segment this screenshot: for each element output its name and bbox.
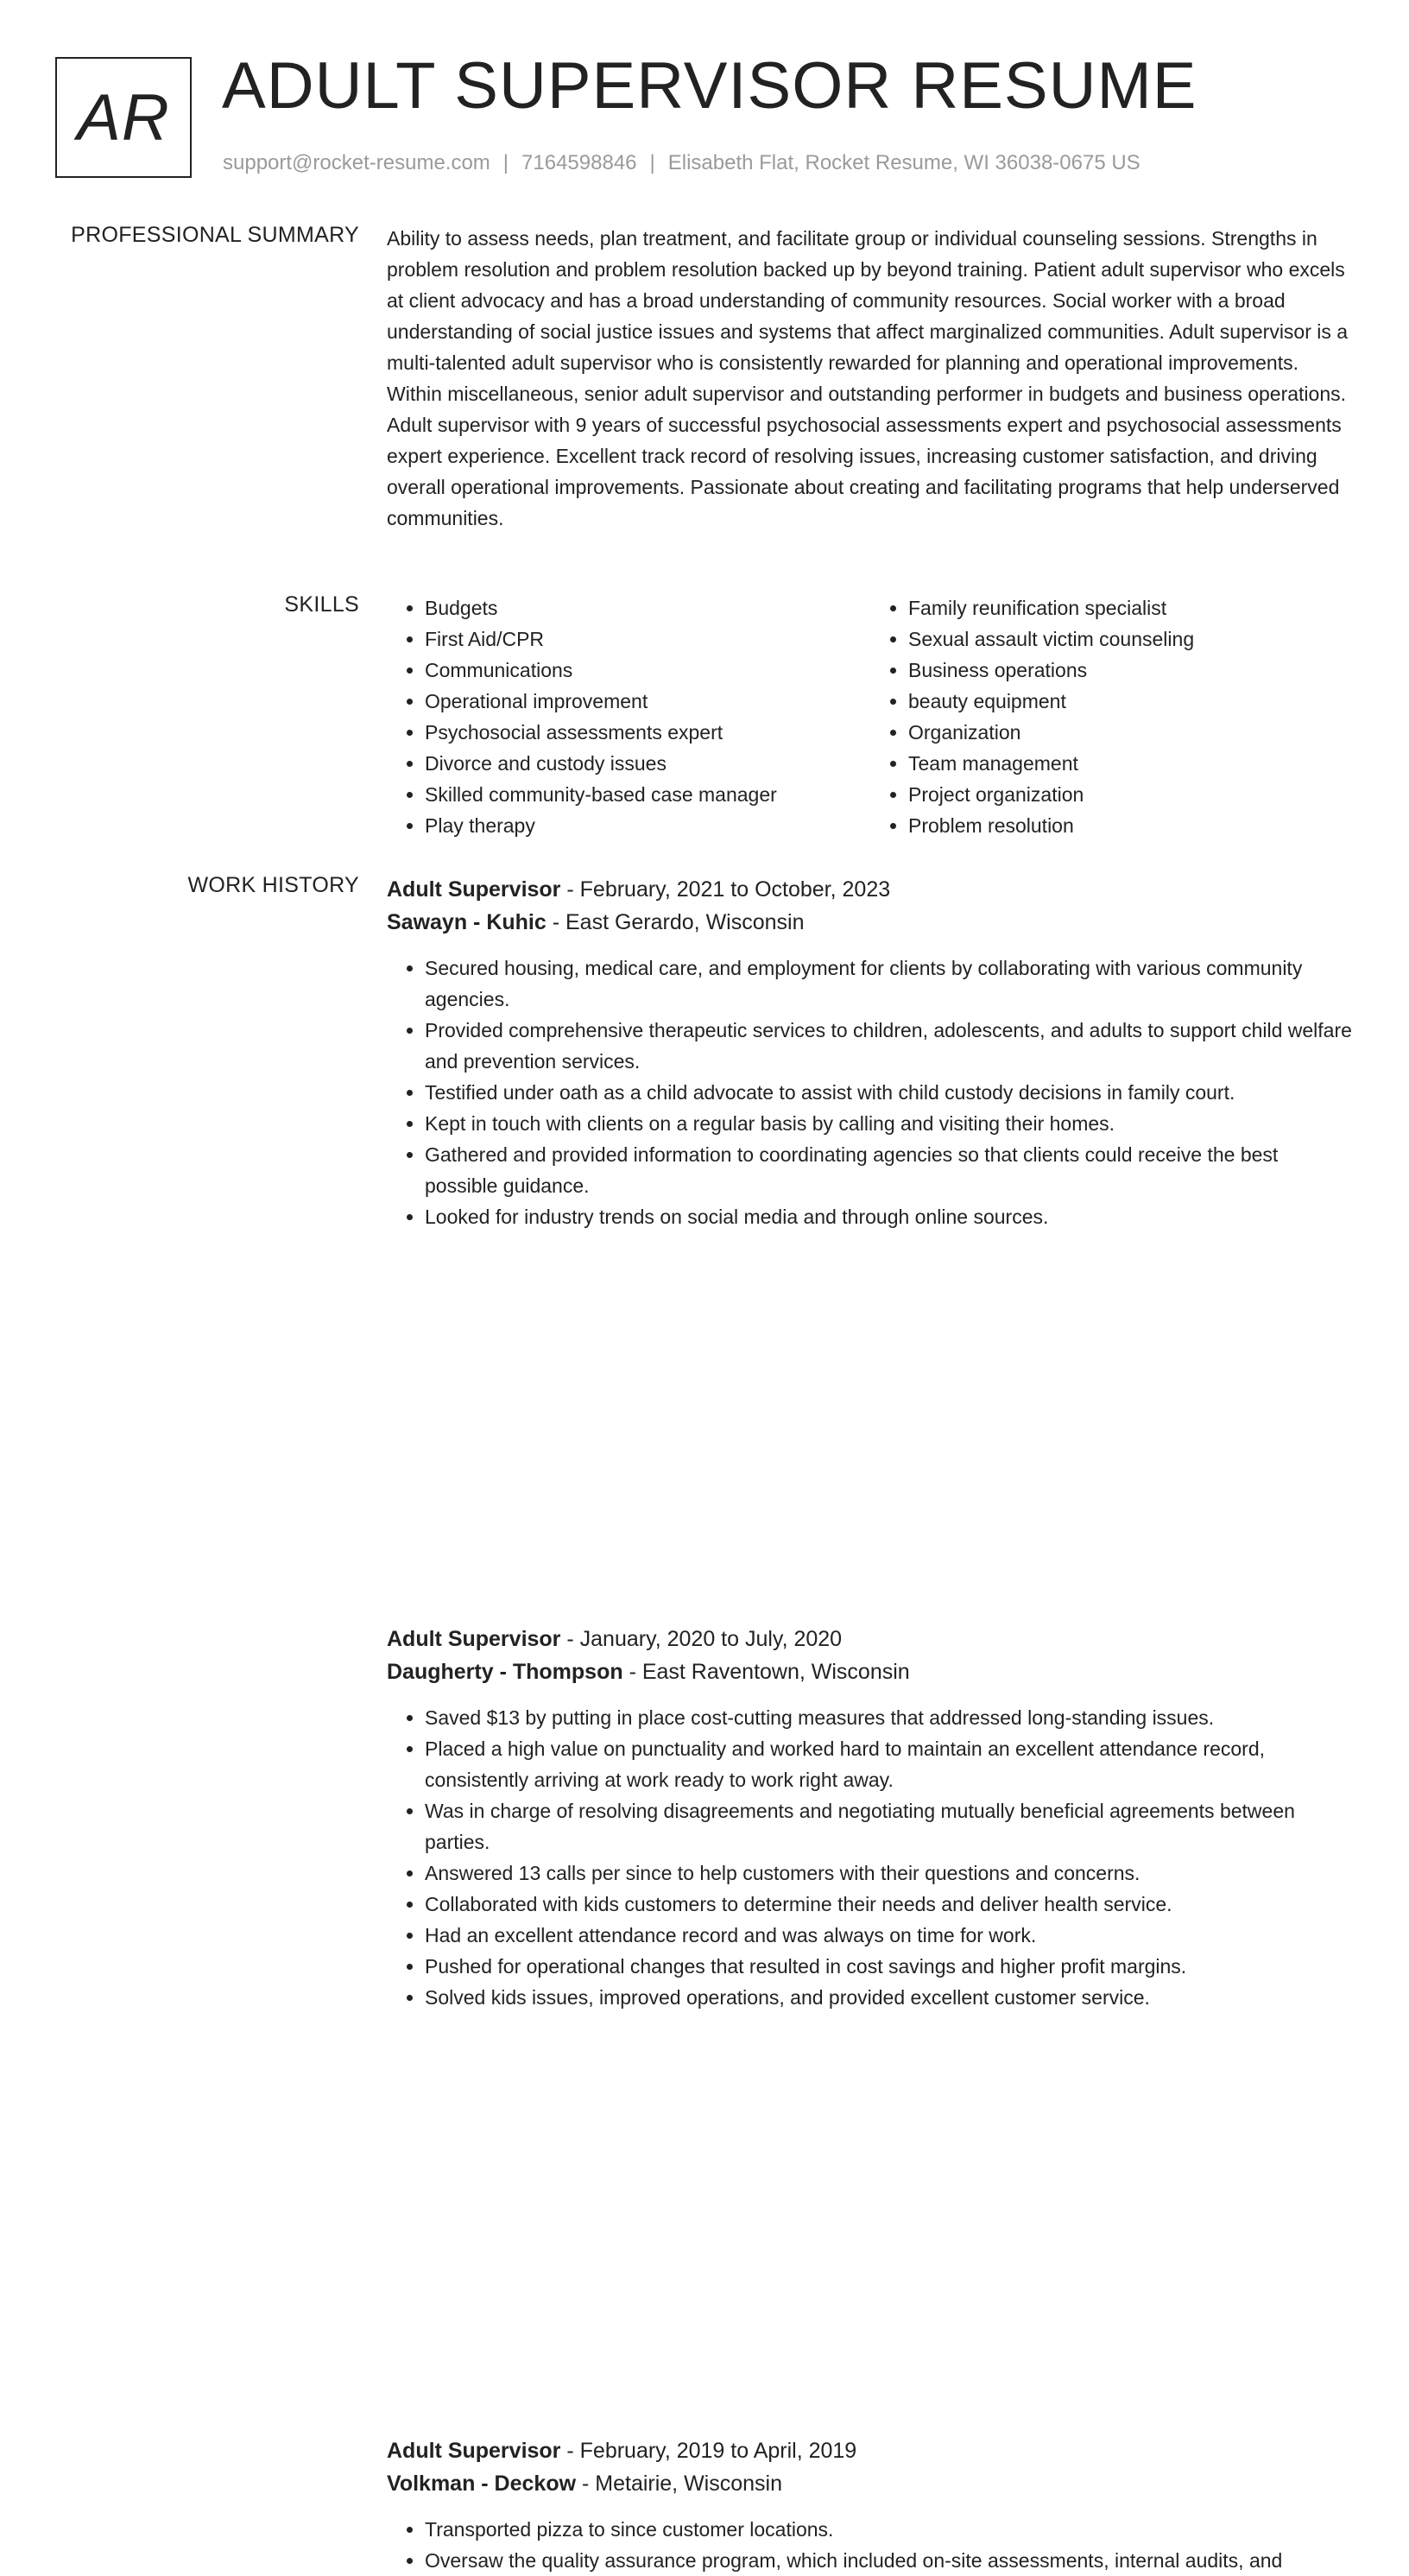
- job-title-line: [387, 873, 1354, 906]
- skill-item: • Problem resolution: [908, 810, 1354, 841]
- skill-item: • Communications: [425, 655, 870, 686]
- job-duty: • Solved kids issues, improved operations, and provided excellent customer service.: [425, 1982, 1354, 2013]
- job-entry: [387, 1623, 1354, 2013]
- skill-item: • Budgets: [425, 592, 870, 623]
- skill-item: • Skilled community-based case manager: [425, 779, 870, 810]
- skill-item: • Business operations: [908, 655, 1354, 686]
- work-history-section: [0, 873, 1409, 2572]
- job-company-line: [387, 1655, 1354, 1688]
- job-duty: • Gathered and provided information to coordinating agencies so that clients could receive the best possible guidance.: [425, 1139, 1354, 1201]
- job-location: - Metairie, Wisconsin: [582, 2472, 782, 2496]
- summary-heading: PROFESSIONAL SUMMARY: [71, 223, 359, 247]
- skill-item: • Psychosocial assessments expert: [425, 717, 870, 748]
- job-title-line: [387, 1623, 1354, 1655]
- job-duties-list: [387, 953, 1354, 1232]
- job-duty: • Answered 13 calls per since to help customers with their questions and concerns.: [425, 1858, 1354, 1889]
- skill-item: • Family reunification specialist: [908, 592, 1354, 623]
- work-history-heading: WORK HISTORY: [187, 873, 359, 897]
- skills-list-left: [387, 592, 870, 841]
- job-title: Adult Supervisor: [387, 2439, 561, 2463]
- job-duty: • Testified under oath as a child advocate to assist with child custody decisions in family court.: [425, 1077, 1354, 1108]
- job-dates: - February, 2021 to October, 2023: [566, 877, 891, 902]
- job-duty: • Placed a high value on punctuality and worked hard to maintain an excellent attendance record, consistently arriving at work ready to work right away.: [425, 1733, 1354, 1795]
- skill-item: • Operational improvement: [425, 686, 870, 717]
- skill-item: • Sexual assault victim counseling: [908, 623, 1354, 655]
- job-duty: • Saved $13 by putting in place cost-cutting measures that addressed long-standing issues.: [425, 1702, 1354, 1733]
- job-duty: • Kept in touch with clients on a regular basis by calling and visiting their homes.: [425, 1108, 1354, 1139]
- skill-item: • Play therapy: [425, 810, 870, 841]
- job-title: Adult Supervisor: [387, 1627, 561, 1651]
- summary-text: Ability to assess needs, plan treatment, and facilitate group or individual counseling sessions. Strengths in problem resolution and problem resolution backed up by beyond training. Patient adult supervisor who excels at client advocacy and has a broad understanding of community resources. Social worker with a broad understanding of social justice issues and systems that affect marginalized communities. Adult supervisor is a multi-talented adult supervisor who is consistently rewarded for planning and operational improvements. Within miscellaneous, senior adult supervisor and outstanding performer in budgets and business operations. Adult supervisor with 9 years of successful psychosocial assessments expert and psychosocial assessments expert experience. Excellent track record of resolving issues, increasing customer satisfaction, and driving overall operational improvements. Passionate about creating and facilitating programs that help underserved communities.: [387, 227, 1349, 529]
- skill-item: • First Aid/CPR: [425, 623, 870, 655]
- job-title-line: [387, 2434, 1354, 2467]
- contact-separator: |: [649, 151, 655, 174]
- job-duty: • Secured housing, medical care, and employment for clients by collaborating with various community agencies.: [425, 953, 1354, 1015]
- job-duties-list: [387, 2514, 1354, 2576]
- contact-separator: |: [502, 151, 509, 174]
- job-duties-list: [387, 1702, 1354, 2013]
- contact-line: [223, 151, 1140, 175]
- job-entry: [387, 2434, 1354, 2576]
- job-location: - East Raventown, Wisconsin: [629, 1660, 910, 1684]
- contact-email[interactable]: support@rocket-resume.com: [223, 151, 490, 174]
- job-location: - East Gerardo, Wisconsin: [552, 910, 805, 934]
- skill-item: • Project organization: [908, 779, 1354, 810]
- job-duty: • Pushed for operational changes that resulted in cost savings and higher profit margins.: [425, 1951, 1354, 1982]
- job-company-line: [387, 906, 1354, 939]
- job-duty: • Was in charge of resolving disagreements and negotiating mutually beneficial agreements between parties.: [425, 1795, 1354, 1858]
- skills-list-right: [870, 592, 1354, 841]
- monogram-text: AR: [77, 80, 170, 155]
- skill-item: • Organization: [908, 717, 1354, 748]
- skills-heading: SKILLS: [284, 592, 359, 617]
- job-duty: • Oversaw the quality assurance program, which included on-site assessments, internal audits, and: [425, 2545, 1354, 2576]
- job-company: Sawayn - Kuhic: [387, 910, 547, 934]
- job-duty: • Had an excellent attendance record and was always on time for work.: [425, 1920, 1354, 1951]
- job-duty: • Looked for industry trends on social media and through online sources.: [425, 1201, 1354, 1232]
- job-dates: - February, 2019 to April, 2019: [566, 2439, 857, 2463]
- skill-item: • beauty equipment: [908, 686, 1354, 717]
- job-company: Daugherty - Thompson: [387, 1660, 623, 1684]
- job-company: Volkman - Deckow: [387, 2472, 577, 2496]
- job-entry: [387, 873, 1354, 1232]
- skill-item: • Divorce and custody issues: [425, 748, 870, 779]
- job-dates: - January, 2020 to July, 2020: [566, 1627, 843, 1651]
- job-company-line: [387, 2467, 1354, 2500]
- job-duty: • Provided comprehensive therapeutic services to children, adolescents, and adults to support child welfare and prevention services.: [425, 1015, 1354, 1077]
- resume-title: ADULT SUPERVISOR RESUME: [222, 49, 1197, 123]
- monogram-badge: [55, 57, 192, 178]
- contact-phone[interactable]: 7164598846: [521, 151, 637, 174]
- skill-item: • Team management: [908, 748, 1354, 779]
- job-title: Adult Supervisor: [387, 877, 561, 902]
- job-duty: • Collaborated with kids customers to determine their needs and deliver health service.: [425, 1889, 1354, 1920]
- job-duty: • Transported pizza to since customer locations.: [425, 2514, 1354, 2545]
- contact-address: Elisabeth Flat, Rocket Resume, WI 36038-0675 US: [667, 151, 1140, 174]
